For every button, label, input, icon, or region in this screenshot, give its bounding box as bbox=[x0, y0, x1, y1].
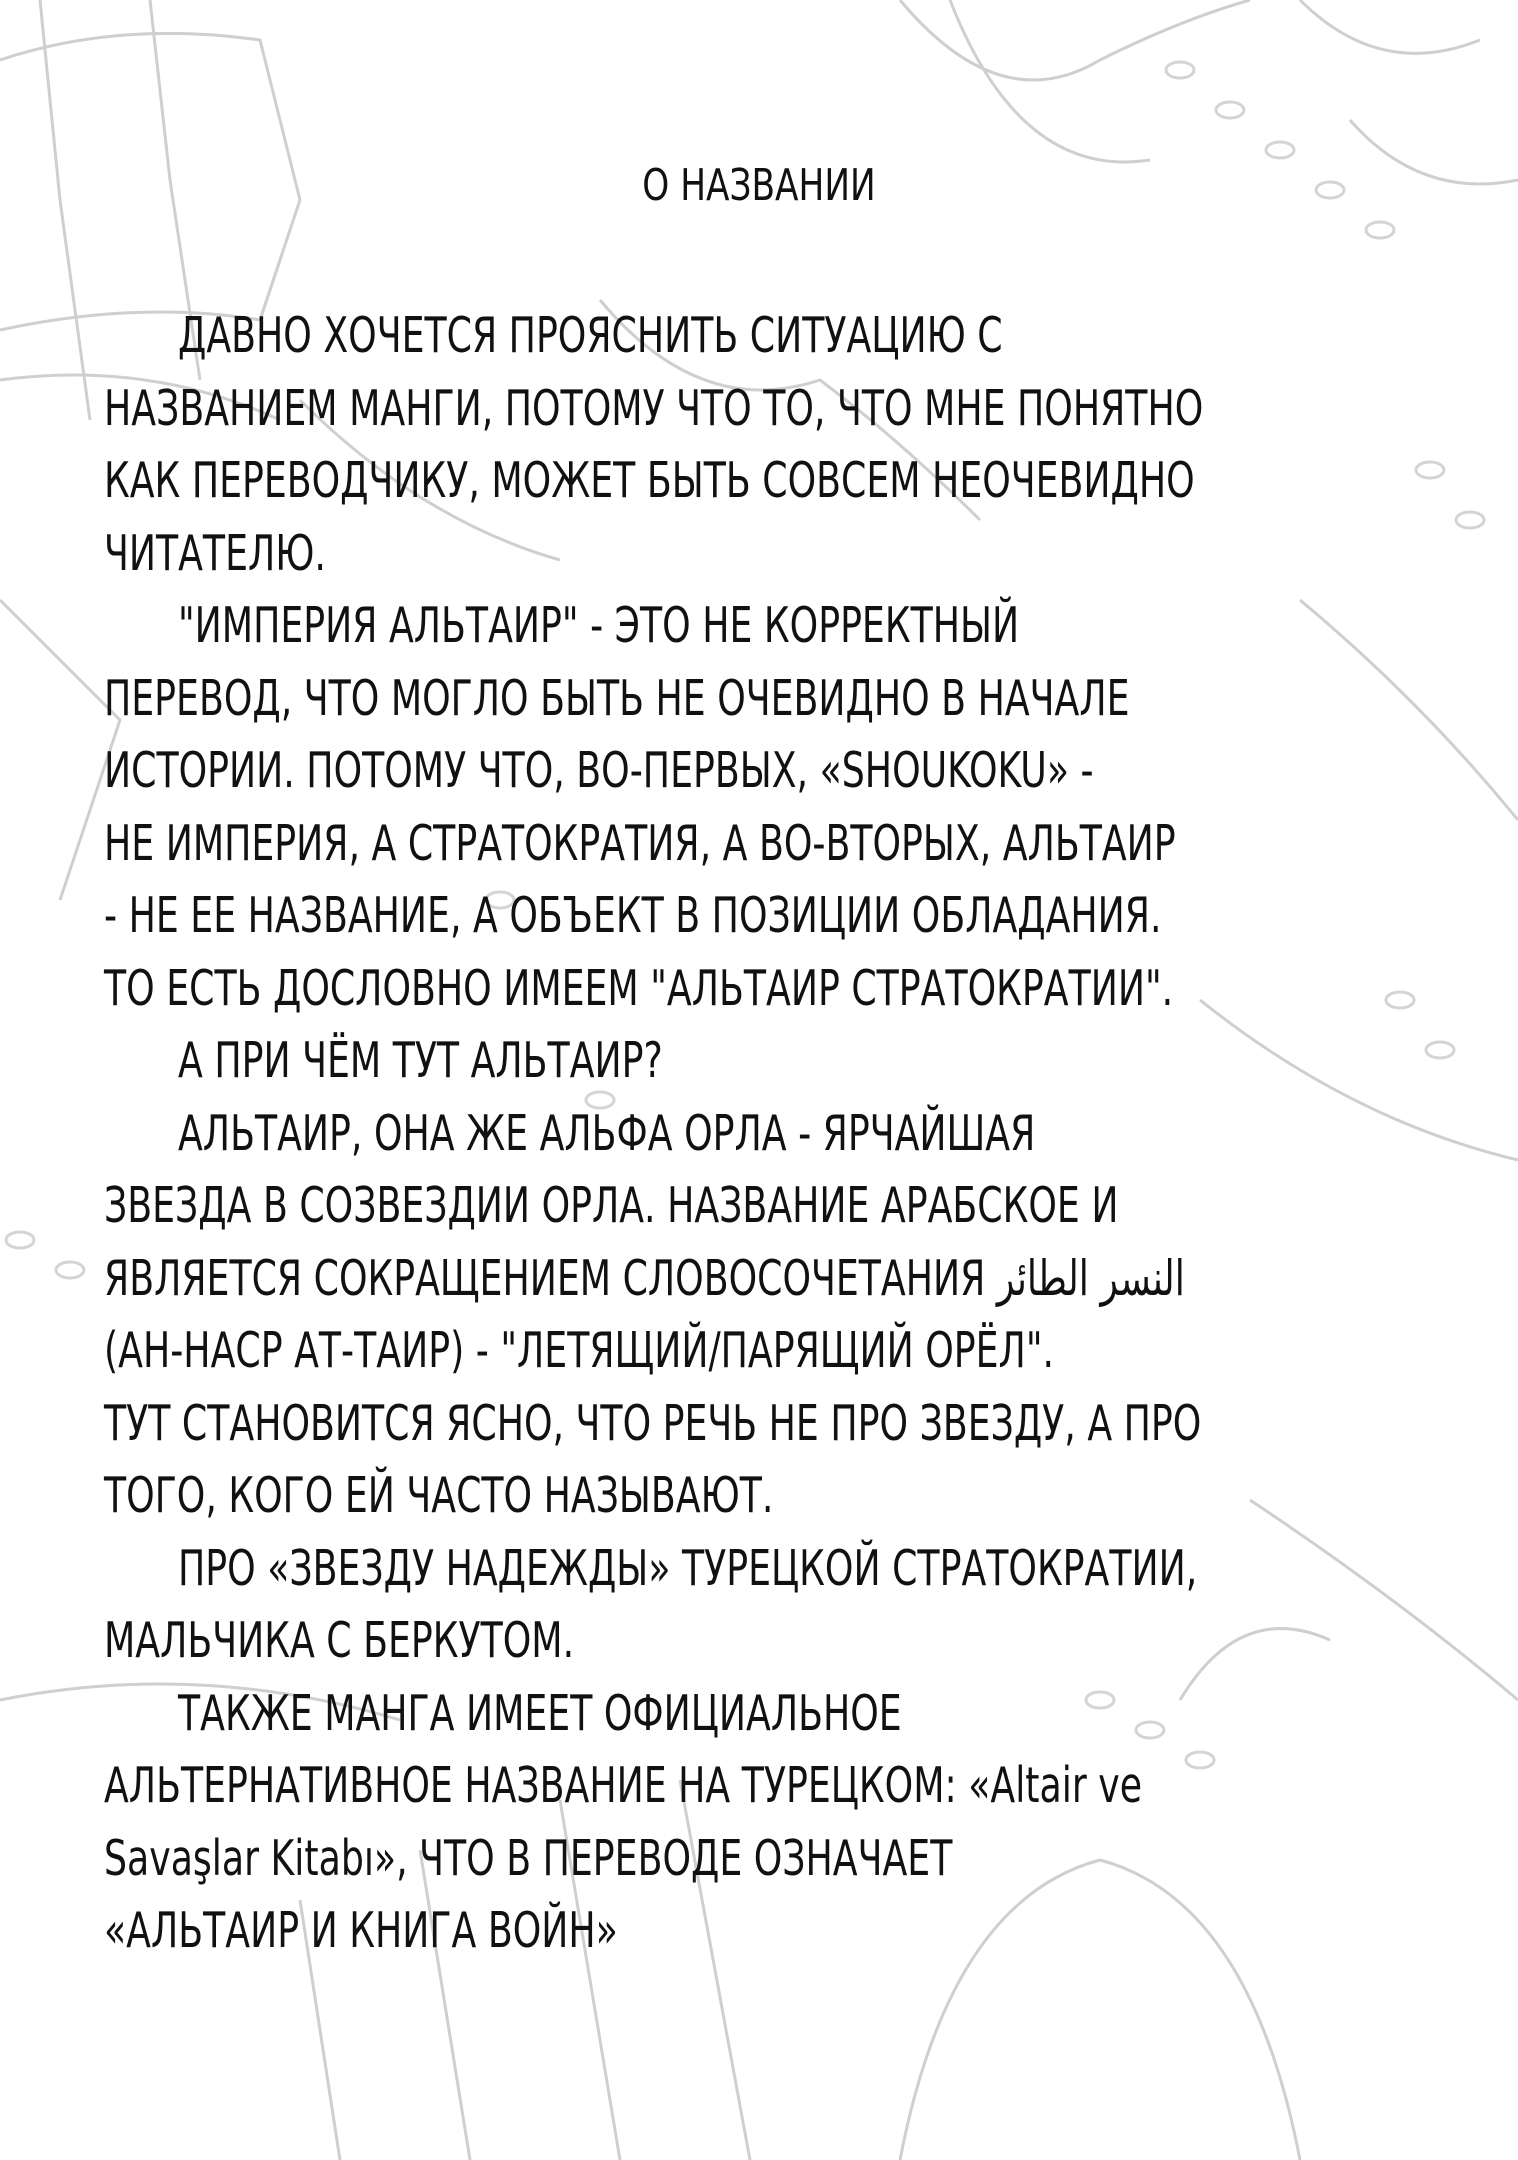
text-line: Savaşlar Kitabı», ЧТО В ПЕРЕВОДЕ ОЗНАЧАЕТ bbox=[104, 1829, 953, 1887]
text-line: (АН-НАСР АТ-ТАИР) - "ЛЕТЯЩИЙ/ПАРЯЩИЙ ОРЁЛ". bbox=[104, 1322, 1055, 1379]
text-line: - НЕ ЕЕ НАЗВАНИЕ, А ОБЪЕКТ В ПОЗИЦИИ ОБЛАДАНИЯ. bbox=[104, 887, 1162, 944]
text-line: ТО ЕСТЬ ДОСЛОВНО ИМЕЕМ "АЛЬТАИР СТРАТОКРАТИИ". bbox=[104, 959, 1174, 1017]
text-line: ТОГО, КОГО ЕЙ ЧАСТО НАЗЫВАЮТ. bbox=[104, 1467, 774, 1524]
text-line: ТАКЖЕ МАНГА ИМЕЕТ ОФИЦИАЛЬНОЕ bbox=[178, 1684, 902, 1742]
text-line: ЗВЕЗДА В СОЗВЕЗДИИ ОРЛА. НАЗВАНИЕ АРАБСКОЕ И bbox=[104, 1177, 1119, 1234]
page-title: О НАЗВАНИИ bbox=[642, 160, 876, 211]
text-line: "ИМПЕРИЯ АЛЬТАИР" - ЭТО НЕ КОРРЕКТНЫЙ bbox=[178, 597, 1020, 654]
text-line: ПРО «ЗВЕЗДУ НАДЕЖДЫ» ТУРЕЦКОЙ СТРАТОКРАТИИ, bbox=[178, 1539, 1198, 1597]
text-line: А ПРИ ЧЁМ ТУТ АЛЬТАИР? bbox=[178, 1032, 663, 1089]
text-line: АЛЬТАИР, ОНА ЖЕ АЛЬФА ОРЛА - ЯРЧАЙШАЯ bbox=[178, 1104, 1036, 1162]
text-line: НЕ ИМПЕРИЯ, А СТРАТОКРАТИЯ, А ВО-ВТОРЫХ, АЛЬТАИР bbox=[104, 814, 1176, 872]
text-line: МАЛЬЧИКА С БЕРКУТОМ. bbox=[104, 1612, 575, 1669]
text-line: НАЗВАНИЕМ МАНГИ, ПОТОМУ ЧТО ТО, ЧТО МНЕ ПОНЯТНО bbox=[104, 379, 1204, 437]
body-text bbox=[104, 300, 1414, 1968]
text-line: ПЕРЕВОД, ЧТО МОГЛО БЫТЬ НЕ ОЧЕВИДНО В НАЧАЛЕ bbox=[104, 669, 1130, 727]
text-line: ИСТОРИИ. ПОТОМУ ЧТО, ВО-ПЕРВЫХ, «SHOUKOKU» - bbox=[104, 742, 1094, 799]
text-line: ДАВНО ХОЧЕТСЯ ПРОЯСНИТЬ СИТУАЦИЮ С bbox=[178, 307, 1003, 364]
text-line: АЛЬТЕРНАТИВНОЕ НАЗВАНИЕ НА ТУРЕЦКОМ: «Altair ve bbox=[104, 1757, 1143, 1814]
text-line: ЧИТАТЕЛЮ. bbox=[104, 524, 326, 582]
text-line: ТУТ СТАНОВИТСЯ ЯСНО, ЧТО РЕЧЬ НЕ ПРО ЗВЕЗДУ, А ПРО bbox=[104, 1394, 1202, 1452]
text-line: КАК ПЕРЕВОДЧИКУ, МОЖЕТ БЫТЬ СОВСЕМ НЕОЧЕВИДНО bbox=[104, 452, 1195, 509]
text-line: ЯВЛЯЕТСЯ СОКРАЩЕНИЕМ СЛОВОСОЧЕТАНИЯ النسر الطائر bbox=[104, 1249, 1185, 1307]
text-line: «АЛЬТАИР И КНИГА ВОЙН» bbox=[104, 1902, 618, 1959]
